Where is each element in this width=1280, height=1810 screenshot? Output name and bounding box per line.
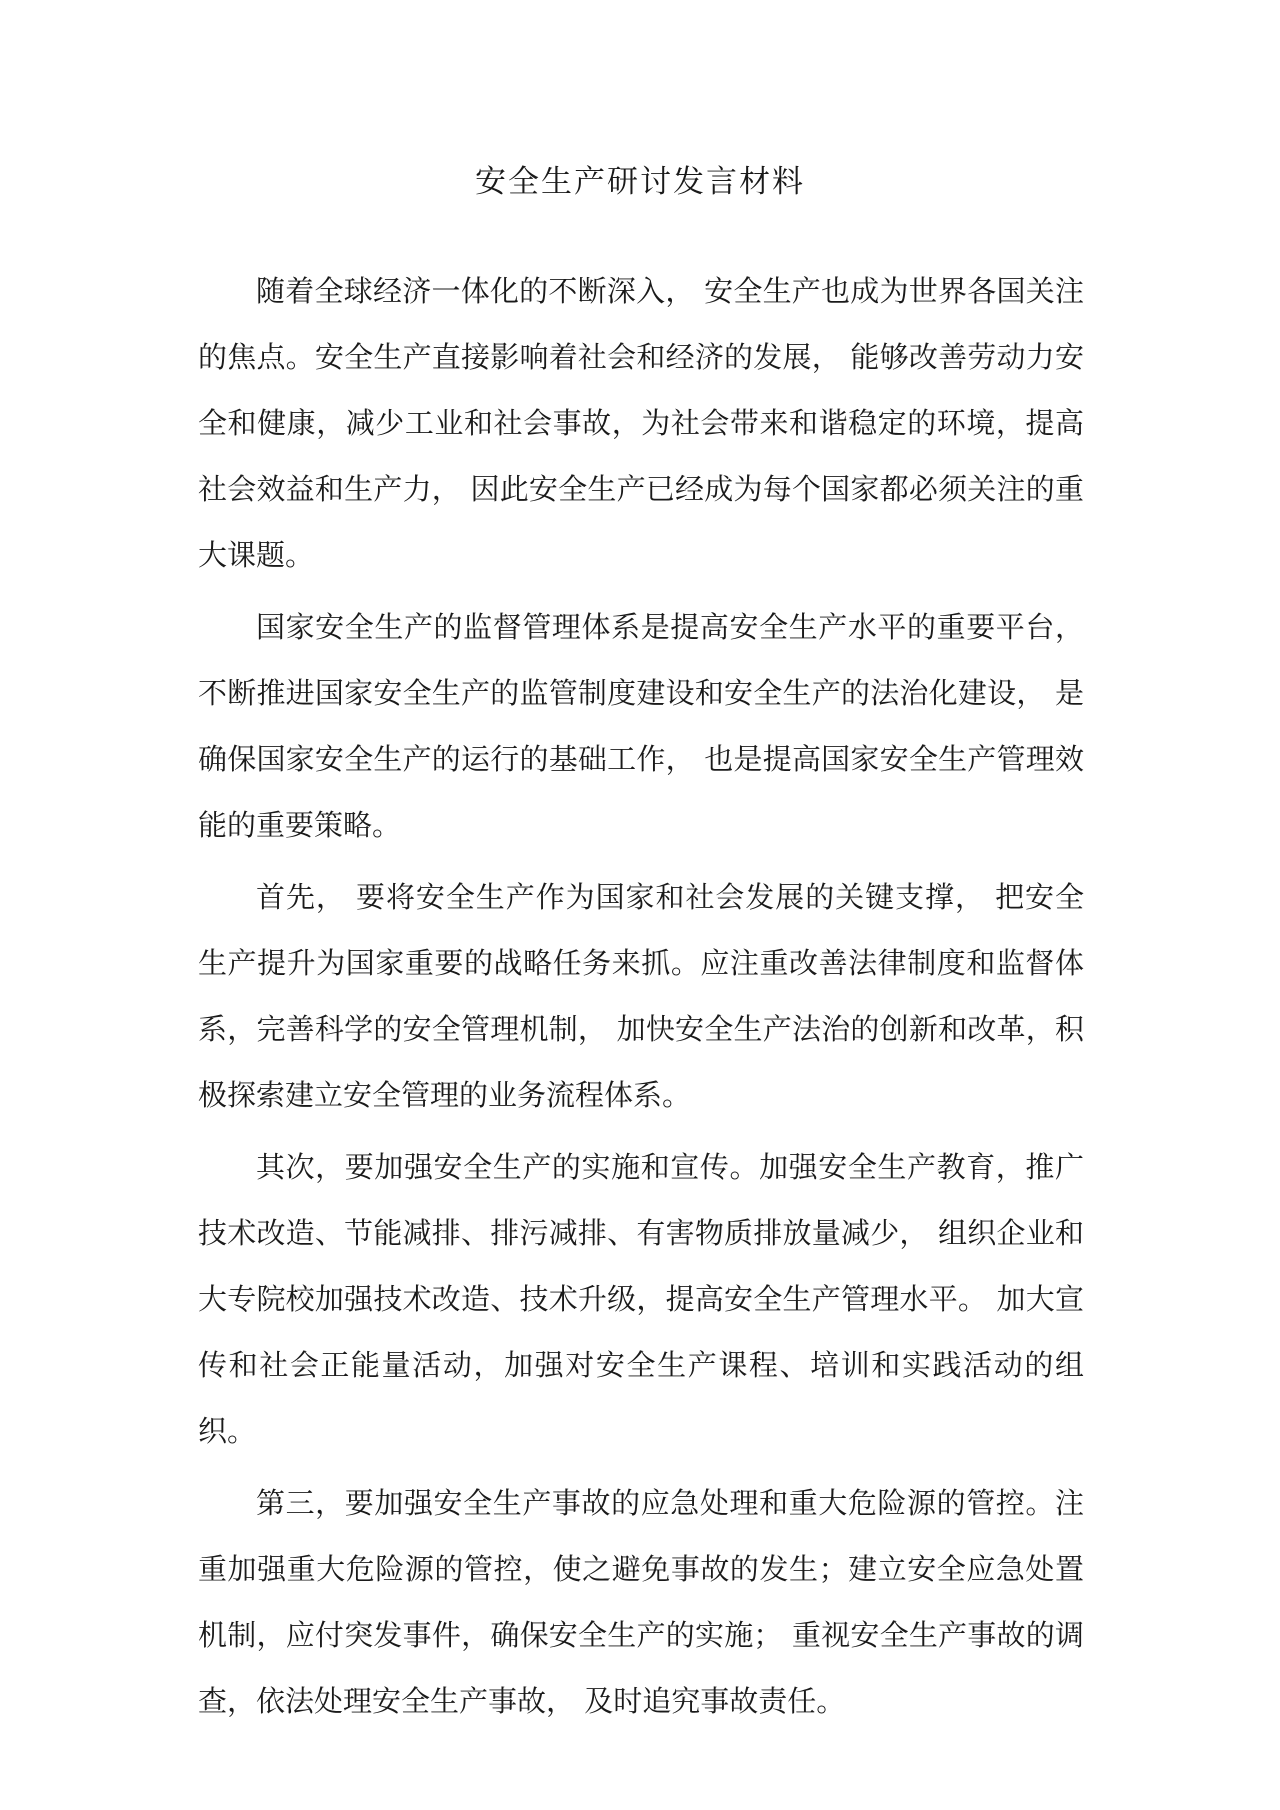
paragraph-third-point: 第三，要加强安全生产事故的应急处理和重大危险源的管控。注重加强重大危险源的管控，使之避免事故的发生；建立安全应急处置机制，应付突发事件，确保安全生产的实施； 重视安全生产事故的调查，依法处理安全生产事故， 及时追究事故责任。 [198,1486,1084,1718]
paragraph-intro: 随着全球经济一体化的不断深入， 安全生产也成为世界各国关注的焦点。安全生产直接影响着社会和经济的发展， 能够改善劳动力安全和健康，减少工业和社会事故，为社会带来和谐稳定的环境，提高社会效益和生产力， 因此安全生产已经成为每个国家都必须关注的重大课题。 [198,274,1084,572]
paragraph-second-point: 其次，要加强安全生产的实施和宣传。加强安全生产教育，推广技术改造、节能减排、排污减排、有害物质排放量减少， 组织企业和大专院校加强技术改造、技术升级，提高安全生产管理水平。 加大宣传和社会正能量活动，加强对安全生产课程、培训和实践活动的组织。 [198,1150,1084,1448]
paragraph-first-point: 首先， 要将安全生产作为国家和社会发展的关键支撑， 把安全生产提升为国家重要的战略任务来抓。应注重改善法律制度和监督体系，完善科学的安全管理机制， 加快安全生产法治的创新和改革，积极探索建立安全管理的业务流程体系。 [198,880,1084,1112]
document-body [198,258,1084,1734]
paragraph-supervision-system: 国家安全生产的监督管理体系是提高安全生产水平的重要平台，不断推进国家安全生产的监管制度建设和安全生产的法治化建设， 是确保国家安全生产的运行的基础工作， 也是提高国家安全生产管理效能的重要策略。 [198,610,1084,842]
document-title: 安全生产研讨发言材料 [475,164,805,200]
